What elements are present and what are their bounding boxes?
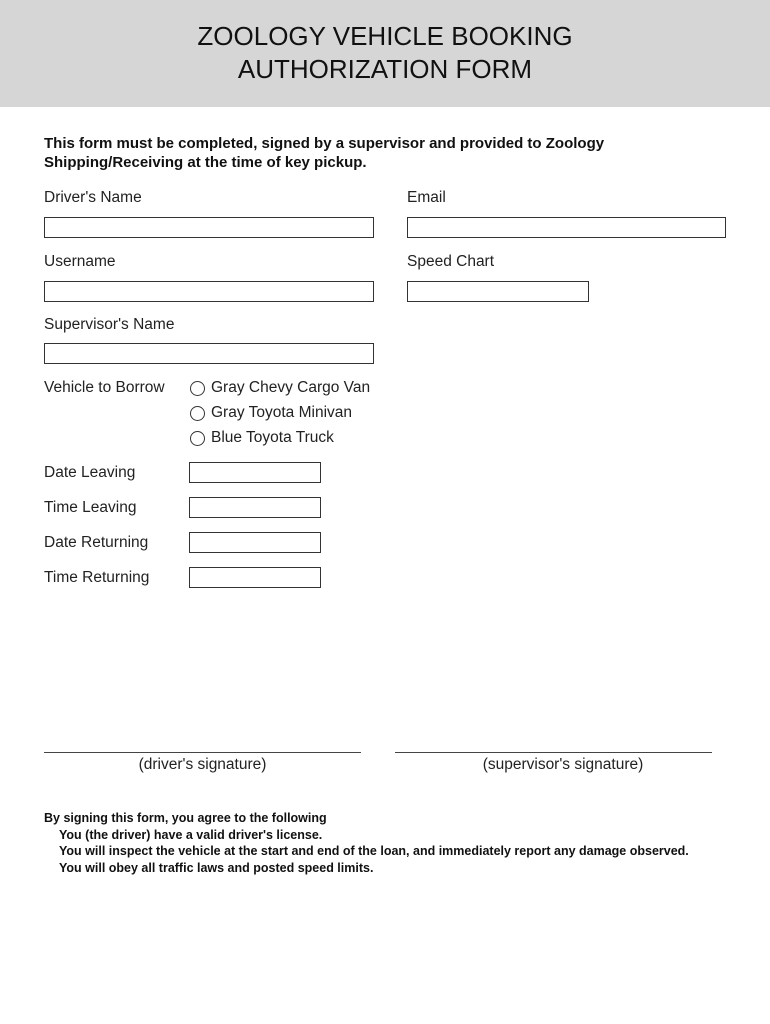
vehicle-option-minivan: Gray Toyota Minivan [211,404,352,421]
time-returning-label: Time Returning [44,569,150,586]
form-title-line-1: ZOOLOGY VEHICLE BOOKING [197,21,573,51]
terms-block [44,810,764,876]
form-instructions [44,134,744,172]
driver-signature-caption: (driver's signature) [138,756,267,773]
email-label: Email [407,189,446,206]
time-leaving-label: Time Leaving [44,499,137,516]
supervisors-name-label: Supervisor's Name [44,316,175,333]
vehicle-radio-cargo-van[interactable] [190,381,205,396]
terms-heading: By signing this form, you agree to the following [44,811,327,825]
instructions-line-1: This form must be completed, signed by a supervisor and provided to Zoology [44,135,605,152]
form-title-line-2: AUTHORIZATION FORM [237,54,533,84]
vehicle-option-truck: Blue Toyota Truck [211,429,334,446]
supervisors-name-field[interactable] [44,343,374,364]
instructions-line-2: Shipping/Receiving at the time of key pickup. [44,154,367,171]
vehicle-label: Vehicle to Borrow [44,379,165,396]
date-returning-label: Date Returning [44,534,149,551]
date-leaving-label: Date Leaving [44,464,136,481]
supervisor-signature-caption: (supervisor's signature) [482,756,644,773]
driver-signature-line[interactable] [44,752,361,753]
vehicle-option-cargo-van: Gray Chevy Cargo Van [211,379,371,396]
vehicle-radio-truck[interactable] [190,431,205,446]
username-label: Username [44,253,116,270]
terms-item: You (the driver) have a valid driver's license. [59,827,323,842]
terms-item: You will inspect the vehicle at the start and end of the loan, and immediately report any damage observed. [59,844,689,858]
speed-chart-field[interactable] [407,281,589,302]
drivers-name-label: Driver's Name [44,189,142,206]
email-field[interactable] [407,217,726,238]
supervisor-signature-line[interactable] [395,752,712,753]
username-field[interactable] [44,281,374,302]
date-returning-field[interactable] [189,532,321,553]
time-leaving-field[interactable] [189,497,321,518]
form-header [0,0,770,107]
speed-chart-label: Speed Chart [407,253,495,270]
drivers-name-field[interactable] [44,217,374,238]
date-leaving-field[interactable] [189,462,321,483]
terms-item: You will obey all traffic laws and posted speed limits. [59,860,374,875]
vehicle-radio-minivan[interactable] [190,406,205,421]
time-returning-field[interactable] [189,567,321,588]
